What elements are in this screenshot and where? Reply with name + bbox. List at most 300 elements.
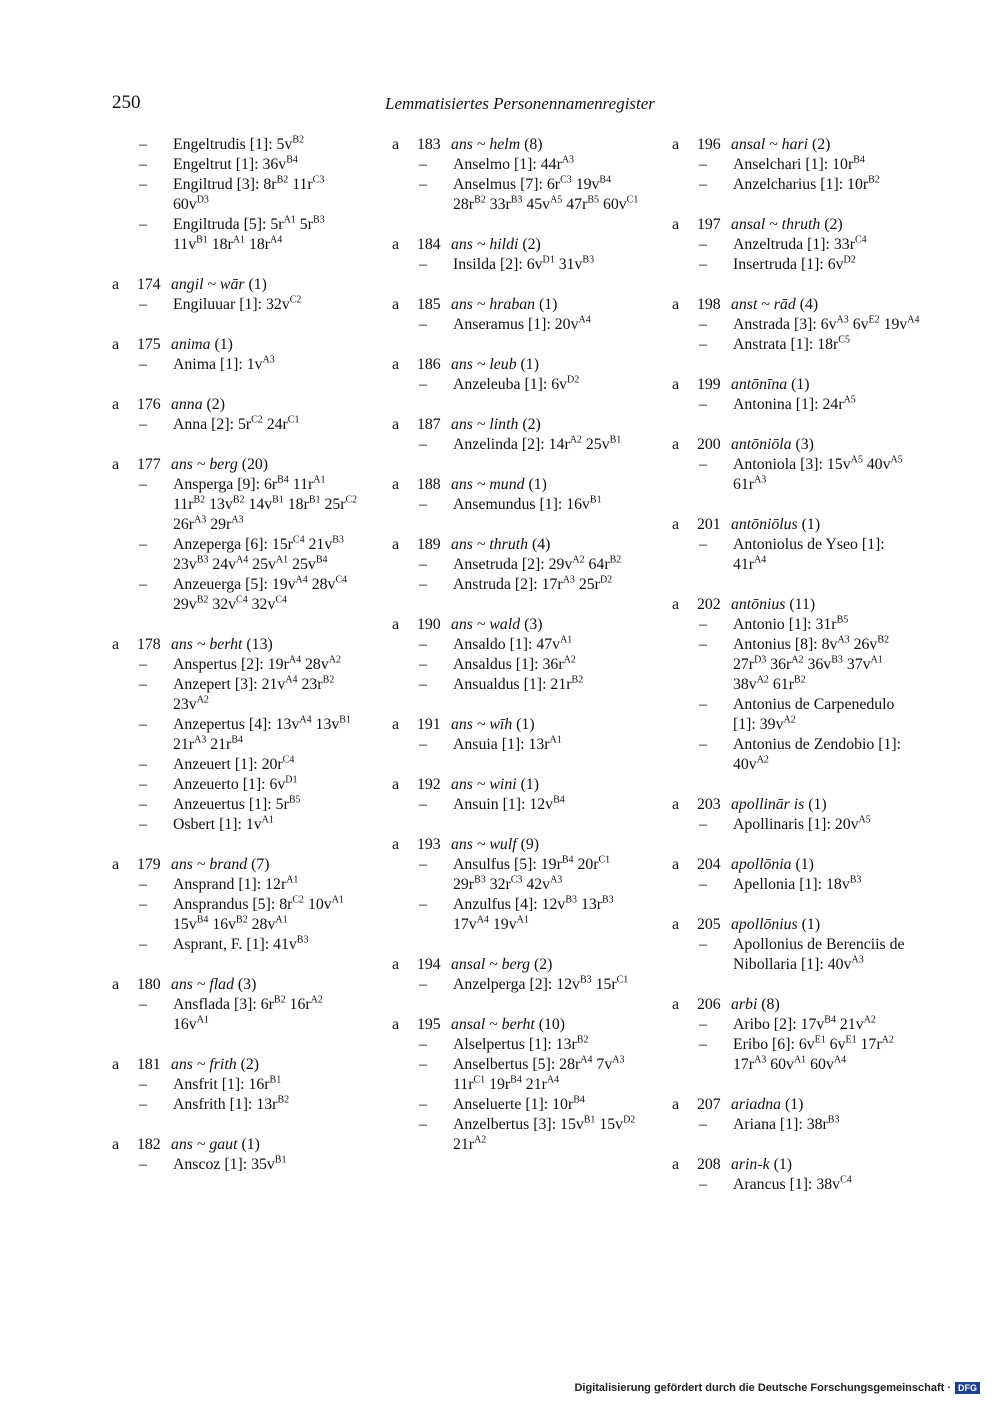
form-name: Antoniolus de Yseo [1]: [733, 536, 885, 553]
ref-folio: 1v [246, 356, 263, 373]
form-name: Anstruda [2]: [453, 576, 538, 593]
entry-lemma [451, 835, 539, 855]
name-form [392, 655, 640, 675]
entry-number: 185 [417, 296, 441, 313]
form-body [733, 255, 920, 275]
entry-head [392, 835, 640, 855]
ref-superscript: A2 [756, 674, 769, 686]
entry-marker: a [392, 836, 400, 853]
index-entry [112, 455, 360, 615]
ref-superscript: A1 [196, 1014, 209, 1026]
dash-marker: – [699, 616, 707, 633]
ref-superscript: A1 [261, 814, 274, 826]
name-form [112, 215, 360, 255]
ref-folio: 21r [210, 736, 232, 753]
dash-marker: – [139, 716, 147, 733]
ref-folio: 6v [551, 376, 568, 393]
form-body [453, 1035, 640, 1055]
dash-marker: – [699, 696, 707, 713]
ref-superscript: B1 [274, 1154, 287, 1166]
lemma-count: (2) [534, 956, 553, 973]
form-name: Anselchari [1]: [733, 156, 829, 173]
lemma-count: (2) [240, 1056, 259, 1073]
name-form [112, 535, 360, 575]
ref-superscript: B4 [286, 154, 298, 166]
entry-lemma [451, 135, 542, 155]
form-refs [245, 1076, 282, 1093]
name-form [112, 1155, 360, 1175]
name-form [392, 555, 640, 575]
ref-folio: 24v [212, 556, 237, 573]
entry-number: 202 [697, 596, 721, 613]
name-form [672, 255, 920, 275]
lemma-text: ans ~ hraban [451, 296, 536, 313]
index-entry [672, 795, 920, 835]
ref-superscript: A4 [285, 674, 298, 686]
entry-number: 188 [417, 476, 441, 493]
entry-lemma [731, 435, 814, 455]
form-body [733, 395, 920, 415]
form-refs [539, 656, 576, 673]
form-name: Anzelbertus [3]: [453, 1116, 557, 1133]
form-body [173, 535, 360, 575]
ref-folio: 45v [526, 196, 551, 213]
form-body [733, 1115, 920, 1135]
dash-marker: – [699, 316, 707, 333]
index-entry [672, 595, 920, 775]
ref-folio: 10r [832, 156, 854, 173]
name-form [112, 675, 360, 715]
ref-superscript: C4 [840, 1174, 852, 1186]
ref-folio: 17r [733, 1056, 755, 1073]
ref-superscript: C2 [292, 894, 305, 906]
ref-superscript: B2 [236, 914, 248, 926]
ref-superscript: C4 [236, 594, 248, 606]
ref-folio: 15r [271, 536, 293, 553]
entry-head [672, 375, 920, 395]
form-name: Anzeleuba [1]: [453, 376, 548, 393]
entry-number: 195 [417, 1016, 441, 1033]
form-name: Antonio [1]: [733, 616, 812, 633]
lemma-text: ans ~ thruth [451, 536, 529, 553]
dash-marker: – [419, 1036, 427, 1053]
form-name: Ansprandus [5]: [173, 896, 276, 913]
ref-superscript: C1 [616, 974, 629, 986]
ref-superscript: B1 [583, 1114, 596, 1126]
form-name: Ariana [1]: [733, 1116, 803, 1133]
ref-folio: 21r [525, 1076, 547, 1093]
form-body [453, 495, 640, 515]
lemma-text: apollōnia [731, 856, 792, 873]
ref-superscript: B4 [561, 854, 574, 866]
ref-folio: 16r [289, 996, 311, 1013]
form-body [733, 155, 920, 175]
ref-superscript: C4 [854, 234, 867, 246]
ref-folio: 60v [602, 196, 627, 213]
dash-marker: – [699, 876, 707, 893]
ref-superscript: A4 [907, 314, 920, 326]
ref-folio: 26v [853, 636, 878, 653]
ref-superscript: C1 [598, 854, 611, 866]
dash-marker: – [139, 176, 147, 193]
footer-text: Digitalisierung gefördert durch die Deutsche Forschungsgemeinschaft · [574, 1382, 951, 1394]
ref-folio: 1v [245, 816, 262, 833]
ref-folio: 39v [759, 716, 784, 733]
ref-superscript: A4 [270, 234, 283, 246]
entry-number: 199 [697, 376, 721, 393]
dash-marker: – [419, 736, 427, 753]
form-body [173, 675, 360, 715]
entry-number: 192 [417, 776, 441, 793]
lemma-text: ans ~ leub [451, 356, 517, 373]
dash-marker: – [699, 816, 707, 833]
ref-superscript: B2 [273, 994, 286, 1006]
form-name: Ansaldus [1]: [453, 656, 539, 673]
ref-superscript: B3 [827, 1114, 840, 1126]
entry-head [672, 1155, 920, 1175]
form-body [453, 655, 640, 675]
ref-superscript: A4 [236, 554, 249, 566]
form-body [453, 375, 640, 395]
lemma-text: ans ~ mund [451, 476, 525, 493]
entry-lemma [731, 915, 820, 935]
form-body [453, 315, 640, 335]
ref-superscript: B4 [573, 1094, 585, 1106]
dash-marker: – [419, 556, 427, 573]
form-body [173, 895, 360, 935]
entry-number: 181 [137, 1056, 161, 1073]
dash-marker: – [139, 216, 147, 233]
entry-marker: a [672, 516, 680, 533]
ref-superscript: A3 [194, 514, 207, 526]
dash-marker: – [139, 476, 147, 493]
form-body [173, 935, 360, 955]
entry-lemma [731, 995, 780, 1015]
ref-folio: 14r [548, 436, 570, 453]
index-entry [112, 635, 360, 835]
form-body [453, 855, 640, 895]
name-form [392, 675, 640, 695]
form-refs [258, 756, 295, 773]
entry-number: 178 [137, 636, 161, 653]
form-refs [824, 956, 864, 973]
form-body [733, 1015, 920, 1035]
index-entry [672, 295, 920, 355]
index-column-2 [392, 135, 640, 1175]
dash-marker: – [699, 1176, 707, 1193]
form-body [733, 935, 920, 975]
ref-superscript: A5 [843, 394, 856, 406]
name-form [672, 1175, 920, 1195]
entry-number: 197 [697, 216, 721, 233]
dash-marker: – [419, 436, 427, 453]
form-refs [273, 136, 304, 153]
lemma-count: (3) [795, 436, 814, 453]
form-body [453, 1115, 640, 1155]
dash-marker: – [699, 256, 707, 273]
ref-folio: 60v [810, 1056, 834, 1073]
entry-head [392, 615, 640, 635]
ref-folio: 24r [266, 416, 288, 433]
dash-marker: – [699, 1036, 707, 1053]
form-name: Anstrata [1]: [733, 336, 814, 353]
ref-folio: 18r [248, 236, 271, 253]
form-body [733, 315, 920, 335]
entry-head [392, 415, 640, 435]
index-entry [672, 1095, 920, 1135]
name-form [392, 635, 640, 655]
ref-superscript: B5 [587, 194, 599, 206]
form-name: Ansetruda [2]: [453, 556, 545, 573]
entry-head [112, 1055, 360, 1075]
form-refs [546, 676, 583, 693]
lemma-count: (2) [206, 396, 225, 413]
lemma-count: (7) [251, 856, 270, 873]
entry-head [112, 635, 360, 655]
dfg-logo: DFG [955, 1382, 980, 1394]
entry-marker: a [392, 776, 400, 793]
ref-superscript: A1 [232, 234, 246, 246]
ref-superscript: B2 [232, 494, 245, 506]
ref-folio: 6r [546, 176, 561, 193]
form-body [173, 775, 360, 795]
ref-folio: 31v [558, 256, 583, 273]
form-name: Ansprand [1]: [173, 876, 262, 893]
ref-superscript: C1 [626, 194, 639, 206]
name-form [392, 855, 640, 895]
form-name: Anscoz [1]: [173, 1156, 248, 1173]
lemma-text: anima [171, 336, 211, 353]
ref-superscript: B2 [277, 1094, 290, 1106]
ref-superscript: A1 [560, 634, 573, 646]
ref-superscript: B4 [599, 174, 612, 186]
dash-marker: – [419, 676, 427, 693]
form-body [733, 535, 920, 575]
entry-marker: a [112, 1136, 120, 1153]
dash-marker: – [419, 1116, 427, 1133]
ref-folio: 8r [263, 176, 277, 193]
ref-superscript: B2 [571, 674, 584, 686]
dash-marker: – [139, 136, 147, 153]
ref-superscript: B3 [831, 654, 843, 666]
form-name: Alselpertus [1]: [453, 1036, 552, 1053]
name-form [112, 655, 360, 675]
dash-marker: – [699, 536, 707, 553]
form-refs [537, 156, 574, 173]
dash-marker: – [419, 1096, 427, 1113]
form-refs [797, 1016, 876, 1033]
entry-number: 187 [417, 416, 441, 433]
lemma-text: ariadna [731, 1096, 782, 1113]
dash-marker: – [139, 1096, 147, 1113]
entry-marker: a [112, 856, 120, 873]
entry-marker: a [672, 436, 680, 453]
index-entry [672, 915, 920, 975]
form-body [173, 875, 360, 895]
form-body [453, 895, 640, 935]
ref-superscript: B3 [474, 874, 486, 886]
form-name: Antoniola [3]: [733, 456, 823, 473]
index-entry [112, 275, 360, 315]
entry-lemma [451, 295, 557, 315]
ref-folio: 6v [852, 316, 869, 333]
ref-folio: 5r [299, 216, 313, 233]
ref-superscript: A5 [890, 454, 903, 466]
ref-superscript: B4 [196, 914, 209, 926]
index-entry [112, 1055, 360, 1115]
name-form [112, 155, 360, 175]
index-entry [672, 855, 920, 895]
form-body [453, 255, 640, 275]
ref-folio: 47v [536, 636, 561, 653]
entry-lemma [731, 515, 820, 535]
lemma-count: (1) [538, 296, 558, 313]
entry-number: 207 [697, 1096, 721, 1113]
form-name: Anseramus [1]: [453, 316, 551, 333]
form-name: Anzelcharius [1]: [733, 176, 844, 193]
ref-folio: 25v [585, 436, 610, 453]
entry-marker: a [112, 456, 120, 473]
name-form [112, 575, 360, 615]
dash-marker: – [699, 936, 707, 953]
dash-marker: – [699, 156, 707, 173]
dash-marker: – [419, 636, 427, 653]
lemma-count: (1) [808, 796, 827, 813]
entry-head [112, 975, 360, 995]
entry-number: 201 [697, 516, 721, 533]
entry-number: 205 [697, 916, 721, 933]
lemma-text: ans ~ wīh [451, 716, 513, 733]
ref-folio: 11r [173, 496, 194, 513]
ref-superscript: B2 [196, 594, 209, 606]
ref-folio: 19r [540, 856, 562, 873]
index-entry [672, 215, 920, 275]
index-entry [672, 515, 920, 575]
index-entry [112, 335, 360, 375]
form-name: Ansfrit [1]: [173, 1076, 245, 1093]
lemma-count: (1) [528, 476, 547, 493]
dash-marker: – [139, 356, 147, 373]
entry-head [672, 1095, 920, 1115]
ref-folio: 17r [541, 576, 563, 593]
form-name: Anselbertus [5]: [453, 1056, 556, 1073]
ref-folio: 16v [212, 916, 237, 933]
form-name: Anzeuerga [5]: [173, 576, 268, 593]
lemma-count: (2) [811, 136, 831, 153]
name-form [112, 135, 360, 155]
entry-lemma [451, 355, 539, 375]
dash-marker: – [699, 236, 707, 253]
ref-superscript: A2 [881, 1034, 894, 1046]
dash-marker: – [419, 496, 427, 513]
ref-folio: 16v [566, 496, 590, 513]
index-column-1 [112, 135, 360, 1195]
entry-marker: a [392, 1016, 400, 1033]
entry-marker: a [392, 136, 400, 153]
lemma-text: ans ~ brand [171, 856, 248, 873]
index-entry [392, 295, 640, 335]
entry-number: 182 [137, 1136, 161, 1153]
name-form [672, 155, 920, 175]
dash-marker: – [419, 656, 427, 673]
entry-lemma [731, 135, 830, 155]
ref-superscript: A5 [850, 454, 863, 466]
form-body [173, 795, 360, 815]
form-body [733, 735, 920, 775]
name-form [112, 175, 360, 215]
name-form [392, 495, 640, 515]
name-form [392, 575, 640, 595]
dash-marker: – [419, 156, 427, 173]
ref-superscript: B2 [576, 1034, 589, 1046]
ref-superscript: A4 [288, 654, 302, 666]
ref-folio: 8v [821, 636, 838, 653]
entry-lemma [731, 375, 810, 395]
ref-superscript: C3 [312, 174, 325, 186]
ref-superscript: B2 [292, 134, 305, 146]
ref-folio: 5r [275, 796, 289, 813]
form-body [453, 175, 640, 215]
ref-superscript: A4 [833, 1054, 847, 1066]
ref-folio: 27r [733, 656, 755, 673]
entry-lemma [731, 215, 843, 235]
entry-lemma [731, 855, 814, 875]
form-name: Arancus [1]: [733, 1176, 813, 1193]
form-body [173, 1155, 360, 1175]
index-entry [672, 375, 920, 415]
ref-folio: 38r [806, 1116, 828, 1133]
lemma-count: (3) [524, 616, 543, 633]
lemma-count: (2) [824, 216, 843, 233]
form-refs [733, 556, 766, 573]
form-body [173, 295, 360, 315]
form-name: Osbert [1]: [173, 816, 242, 833]
form-name: Anzepertus [4]: [173, 716, 272, 733]
entry-number: 186 [417, 356, 441, 373]
index-entry [392, 535, 640, 595]
entry-head [672, 515, 920, 535]
entry-marker: a [392, 296, 400, 313]
ref-folio: 36v [807, 656, 832, 673]
form-refs [756, 716, 796, 733]
ref-superscript: B4 [231, 734, 243, 746]
lemma-count: (1) [791, 376, 810, 393]
dash-marker: – [139, 996, 147, 1013]
ref-superscript: A4 [578, 314, 591, 326]
ref-folio: 25v [292, 556, 316, 573]
dash-marker: – [139, 1156, 147, 1173]
form-name: Anspertus [2]: [173, 656, 264, 673]
ref-folio: 36v [262, 156, 287, 173]
name-form [112, 295, 360, 315]
ref-superscript: E1 [814, 1034, 826, 1046]
entry-number: 198 [697, 296, 721, 313]
form-name: Anzeltruda [1]: [733, 236, 830, 253]
name-form [112, 935, 360, 955]
form-body [453, 575, 640, 595]
form-refs [552, 1036, 589, 1053]
ref-superscript: B3 [565, 894, 577, 906]
ref-folio: 12v [529, 796, 554, 813]
entry-number: 203 [697, 796, 721, 813]
entry-number: 189 [417, 536, 441, 553]
form-body [453, 795, 640, 815]
ref-folio: 61r [772, 676, 794, 693]
ref-superscript: A2 [783, 714, 796, 726]
lemma-count: (1) [520, 356, 539, 373]
ref-folio: 60v [173, 196, 197, 213]
ref-folio: 18r [287, 496, 309, 513]
